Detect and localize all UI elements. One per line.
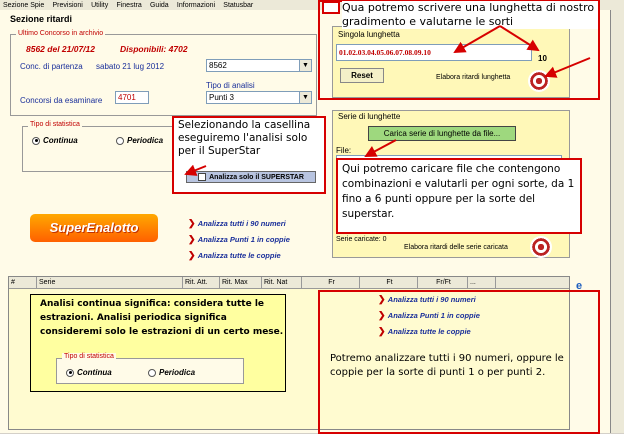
lunghetta-count: 10: [538, 54, 547, 63]
series-legend: Serie di lunghette: [338, 112, 401, 121]
callout-top: Qua potremo scrivere una lunghetta di nostro gradimento e valutarne le sorti: [342, 1, 598, 29]
archive-legend: Ultimo Concorso in archivio: [18, 30, 104, 37]
col-header-rit-nat[interactable]: Rit. Nat: [262, 277, 302, 288]
chevron-right-icon: ❯: [378, 310, 386, 320]
file-label: File:: [336, 146, 352, 155]
link2-punti1-coppie[interactable]: [378, 310, 480, 321]
arrow-to-checkbox: [186, 166, 206, 174]
callout-series: Qui potremo caricare file che contengono combinazioni e valutarli per ogni sorte, da 1 fino a 6 punti oppure per la sorte del superstar.: [342, 163, 575, 220]
chevron-right-icon: ❯: [378, 294, 386, 304]
arrow-to-count: [500, 26, 538, 50]
menu-item-finestra[interactable]: Finestra: [116, 2, 142, 9]
menu-item-utility[interactable]: Utility: [91, 2, 109, 9]
note-radio-continua: [66, 368, 112, 377]
menu-item-sezione-spie[interactable]: Sezione Spie: [3, 2, 45, 9]
start-label: Conc. di partenza: [20, 62, 83, 71]
ie-icon[interactable]: e: [576, 280, 583, 292]
link2-punti1-coppie-label: Analizza Punti 1 in coppie: [387, 311, 480, 320]
chevron-right-icon: ❯: [378, 326, 386, 336]
chevron-right-icon: ❯: [188, 234, 196, 244]
chevron-down-icon: ▼: [299, 60, 311, 71]
note-stat-legend: Tipo di statistica: [64, 353, 114, 360]
col-header-fr-ft[interactable]: Fr/Ft: [418, 277, 468, 288]
link2-all-90-label: Analizza tutti i 90 numeri: [387, 295, 476, 304]
chevron-right-icon: ❯: [188, 218, 196, 228]
radio-continua-label: Continua: [43, 136, 78, 145]
lunghetta-input[interactable]: 01.02.03.04.05.06.07.08.09.10: [336, 44, 532, 61]
menu-item-guida[interactable]: Guida: [149, 2, 169, 9]
link2-all-pairs-label: Analizza tutte le coppie: [387, 327, 471, 336]
table-header: [9, 277, 569, 289]
radio-selected-icon: [66, 369, 74, 377]
available-count: Disponibili: 4702: [120, 44, 188, 54]
last-contest: 8562 del 21/07/12: [26, 44, 96, 54]
single-legend: Singola lunghetta: [338, 30, 400, 39]
arrow-to-input: [455, 26, 500, 52]
col-header-fr[interactable]: Fr: [302, 277, 360, 288]
window-title: Sezione ritardi: [10, 14, 73, 24]
arrow-to-target: [546, 58, 590, 76]
link2-all-pairs[interactable]: [378, 326, 471, 337]
menu-item-statusbar[interactable]: Statusbar: [223, 2, 254, 9]
callout-bottom: Potremo analizzare tutti i 90 numeri, oppure le coppie per la sorte di punti 1 o per punti 2.: [330, 353, 564, 378]
superenalotto-logo: SuperEnalotto: [30, 214, 158, 242]
chevron-down-icon: ▼: [299, 92, 311, 103]
col-header-index[interactable]: #: [9, 277, 37, 288]
elabora-series-label: Elabora ritardi delle serie caricata: [404, 244, 508, 251]
superstar-checkbox-label: Analizza solo il SUPERSTAR: [209, 174, 304, 181]
radio-periodica-label: Periodica: [127, 136, 164, 145]
arrow-to-load: [366, 140, 396, 156]
col-header-ft[interactable]: Ft: [360, 277, 418, 288]
callout-superstar: Selezionando la casellina eseguiremo l'analisi solo per il SuperStar: [178, 119, 311, 157]
col-header-more[interactable]: ...: [468, 277, 496, 288]
elabora-lunghetta-label: Elabora ritardi lunghetta: [436, 74, 511, 81]
menu-item-informazioni[interactable]: Informazioni: [176, 2, 216, 9]
link-punti1-coppie-label: Analizza Punti 1 in coppie: [197, 235, 290, 244]
note-radio-periodica: [148, 368, 195, 377]
analysis-type-label: Tipo di analisi: [206, 81, 255, 90]
analysis-type-value: Punti 3: [209, 93, 234, 102]
contests-label: Concorsi da esaminare: [20, 96, 103, 105]
start-date: sabato 21 lug 2012: [96, 62, 165, 71]
chevron-right-icon: ❯: [188, 250, 196, 260]
link-all-90-label: Analizza tutti i 90 numeri: [197, 219, 286, 228]
stat-type-legend: Tipo di statistica: [30, 121, 80, 128]
start-contest-value: 8562: [209, 61, 227, 70]
link-all-pairs-label: Analizza tutte le coppie: [197, 251, 281, 260]
contests-input[interactable]: 4701: [115, 91, 149, 104]
radio-unselected-icon: [148, 369, 156, 377]
col-header-rit-max[interactable]: Rit. Max: [220, 277, 262, 288]
note-radio-continua-label: Continua: [77, 368, 112, 377]
series-loaded: Serie caricate: 0: [336, 236, 387, 243]
load-series-button[interactable]: Carica serie di lunghette da file...: [368, 126, 516, 141]
col-header-rit-att[interactable]: Rit. Att.: [183, 277, 220, 288]
menu-item-previsioni[interactable]: Previsioni: [52, 2, 83, 9]
note-radio-periodica-label: Periodica: [159, 368, 196, 377]
col-header-serie[interactable]: Serie: [37, 277, 183, 288]
link2-all-90[interactable]: [378, 294, 476, 305]
reset-button[interactable]: Reset: [340, 68, 384, 83]
note-analisi: Analisi continua significa: considera tutte le estrazioni. Analisi periodica significa consideremi solo le estrazioni di un certo mese.: [40, 299, 284, 337]
